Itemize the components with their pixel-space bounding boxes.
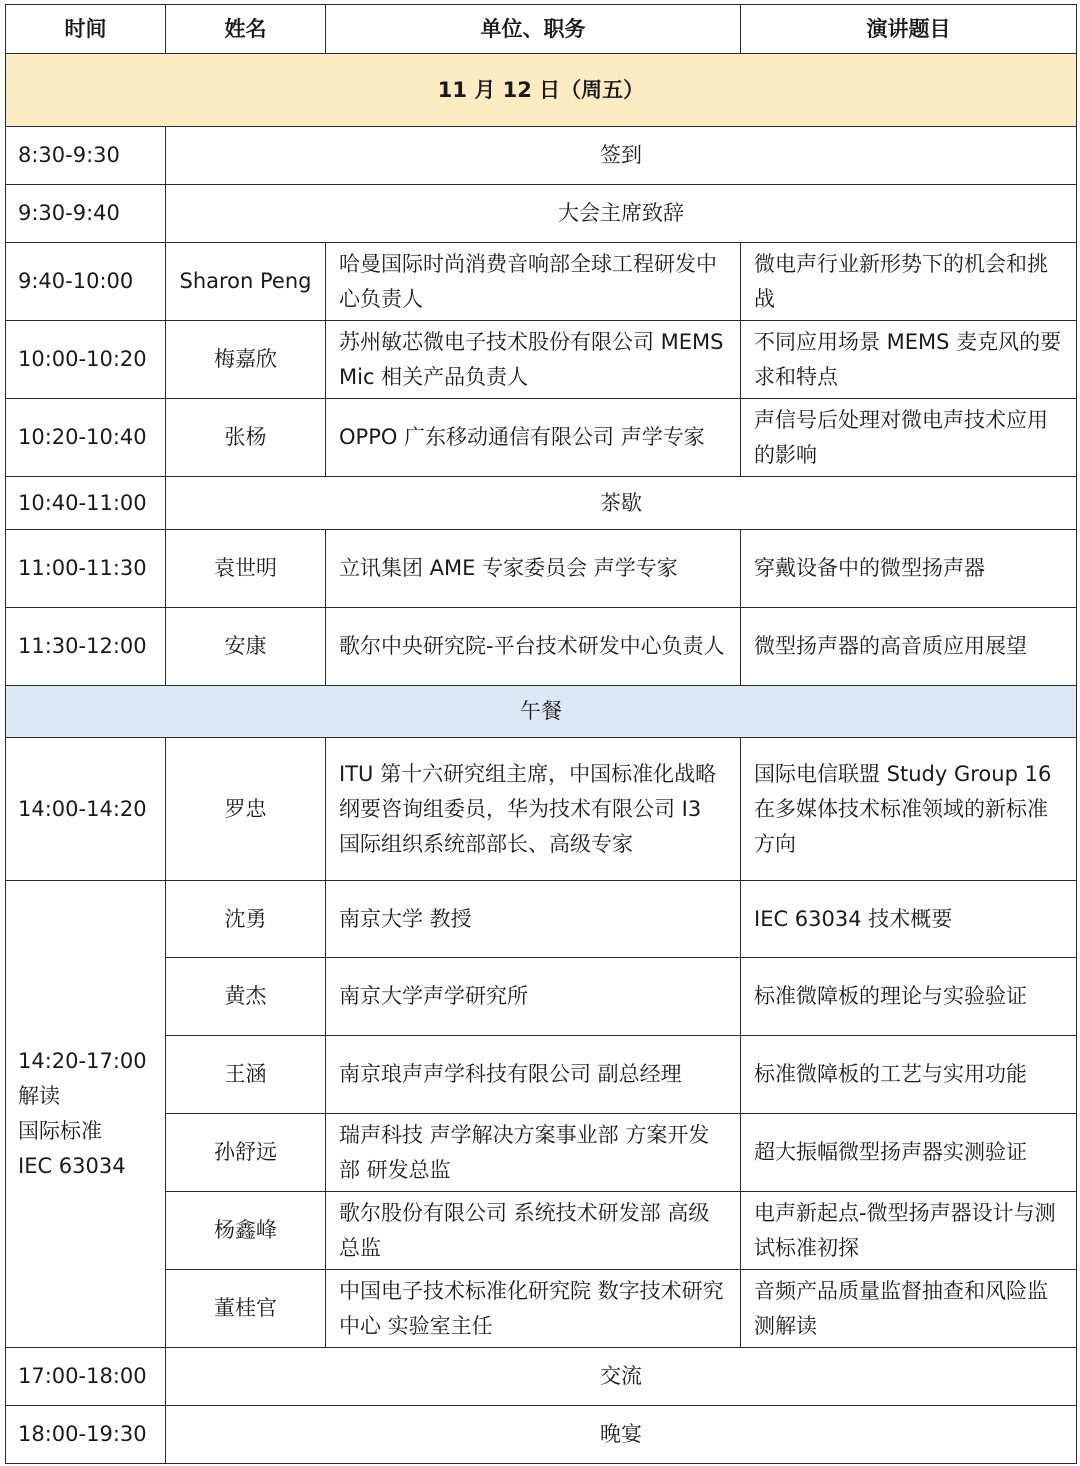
talk-topic: 声信号后处理对微电声技术应用的影响	[741, 399, 1077, 477]
speaker-org: 中国电子技术标准化研究院 数字技术研究中心 实验室主任	[326, 1270, 741, 1348]
merged-cell: 大会主席致辞	[166, 185, 1077, 243]
session-time-cell	[6, 881, 166, 1348]
table-row	[6, 399, 1077, 477]
session-standard: IEC 63034	[18, 1154, 126, 1178]
date-label: 11 月 12 日（周五）	[6, 54, 1077, 127]
time-cell: 10:40-11:00	[6, 477, 166, 530]
table-row	[6, 738, 1077, 881]
table-row	[6, 958, 1077, 1036]
time-cell: 14:00-14:20	[6, 738, 166, 881]
agenda-table	[5, 4, 1077, 1464]
speaker-name: 梅嘉欣	[166, 321, 326, 399]
table-row	[6, 881, 1077, 958]
table-row	[6, 477, 1077, 530]
time-cell: 9:40-10:00	[6, 243, 166, 321]
speaker-org: ITU 第十六研究组主席，中国标准化战略纲要咨询组委员，华为技术有限公司 I3 国际组织系统部部长、高级专家	[326, 738, 741, 881]
speaker-org: 歌尔中央研究院-平台技术研发中心负责人	[326, 608, 741, 686]
table-row	[6, 1348, 1077, 1406]
speaker-org: OPPO 广东移动通信有限公司 声学专家	[326, 399, 741, 477]
speaker-name: 罗忠	[166, 738, 326, 881]
talk-topic: 微型扬声器的高音质应用展望	[741, 608, 1077, 686]
table-row	[6, 243, 1077, 321]
header-name: 姓名	[166, 5, 326, 54]
speaker-org: 南京大学声学研究所	[326, 958, 741, 1036]
time-cell: 17:00-18:00	[6, 1348, 166, 1406]
table-row	[6, 185, 1077, 243]
speaker-name: 王涵	[166, 1036, 326, 1114]
speaker-org: 南京琅声声学科技有限公司 副总经理	[326, 1036, 741, 1114]
session-time: 14:20-17:00	[18, 1049, 147, 1073]
lunch-row	[6, 686, 1077, 738]
talk-topic: 标准微障板的工艺与实用功能	[741, 1036, 1077, 1114]
table-row	[6, 530, 1077, 608]
lunch-label: 午餐	[6, 686, 1077, 738]
talk-topic: 标准微障板的理论与实验验证	[741, 958, 1077, 1036]
speaker-name: 张杨	[166, 399, 326, 477]
session-label: 解读	[18, 1084, 60, 1108]
talk-topic: 音频产品质量监督抽查和风险监测解读	[741, 1270, 1077, 1348]
time-cell: 18:00-19:30	[6, 1406, 166, 1464]
speaker-org: 歌尔股份有限公司 系统技术研发部 高级总监	[326, 1192, 741, 1270]
merged-cell: 交流	[166, 1348, 1077, 1406]
table-row	[6, 608, 1077, 686]
time-cell: 11:00-11:30	[6, 530, 166, 608]
talk-topic: 微电声行业新形势下的机会和挑战	[741, 243, 1077, 321]
speaker-name: 安康	[166, 608, 326, 686]
talk-topic: 穿戴设备中的微型扬声器	[741, 530, 1077, 608]
talk-topic: 超大振幅微型扬声器实测验证	[741, 1114, 1077, 1192]
speaker-org: 瑞声科技 声学解决方案事业部 方案开发部 研发总监	[326, 1114, 741, 1192]
time-cell: 8:30-9:30	[6, 127, 166, 185]
table-row	[6, 127, 1077, 185]
header-time: 时间	[6, 5, 166, 54]
speaker-org: 立讯集团 AME 专家委员会 声学专家	[326, 530, 741, 608]
merged-cell: 晚宴	[166, 1406, 1077, 1464]
speaker-name: Sharon Peng	[166, 243, 326, 321]
header-org: 单位、职务	[326, 5, 741, 54]
talk-topic: 不同应用场景 MEMS 麦克风的要求和特点	[741, 321, 1077, 399]
table-row	[6, 321, 1077, 399]
speaker-org: 哈曼国际时尚消费音响部全球工程研发中心负责人	[326, 243, 741, 321]
talk-topic: IEC 63034 技术概要	[741, 881, 1077, 958]
merged-cell: 签到	[166, 127, 1077, 185]
time-cell: 9:30-9:40	[6, 185, 166, 243]
speaker-name: 杨鑫峰	[166, 1192, 326, 1270]
header-topic: 演讲题目	[741, 5, 1077, 54]
table-row	[6, 1114, 1077, 1192]
table-row	[6, 1270, 1077, 1348]
speaker-name: 沈勇	[166, 881, 326, 958]
table-row	[6, 1036, 1077, 1114]
time-cell: 11:30-12:00	[6, 608, 166, 686]
merged-cell: 茶歇	[166, 477, 1077, 530]
speaker-name: 孙舒远	[166, 1114, 326, 1192]
table-row	[6, 1406, 1077, 1464]
session-label: 国际标准	[18, 1119, 102, 1143]
time-cell: 10:20-10:40	[6, 399, 166, 477]
talk-topic: 国际电信联盟 Study Group 16 在多媒体技术标准领域的新标准方向	[741, 738, 1077, 881]
talk-topic: 电声新起点-微型扬声器设计与测试标准初探	[741, 1192, 1077, 1270]
speaker-org: 苏州敏芯微电子技术股份有限公司 MEMS Mic 相关产品负责人	[326, 321, 741, 399]
speaker-org: 南京大学 教授	[326, 881, 741, 958]
speaker-name: 黄杰	[166, 958, 326, 1036]
time-cell: 10:00-10:20	[6, 321, 166, 399]
table-row	[6, 1192, 1077, 1270]
speaker-name: 袁世明	[166, 530, 326, 608]
speaker-name: 董桂官	[166, 1270, 326, 1348]
header-row	[6, 5, 1077, 54]
date-row	[6, 54, 1077, 127]
